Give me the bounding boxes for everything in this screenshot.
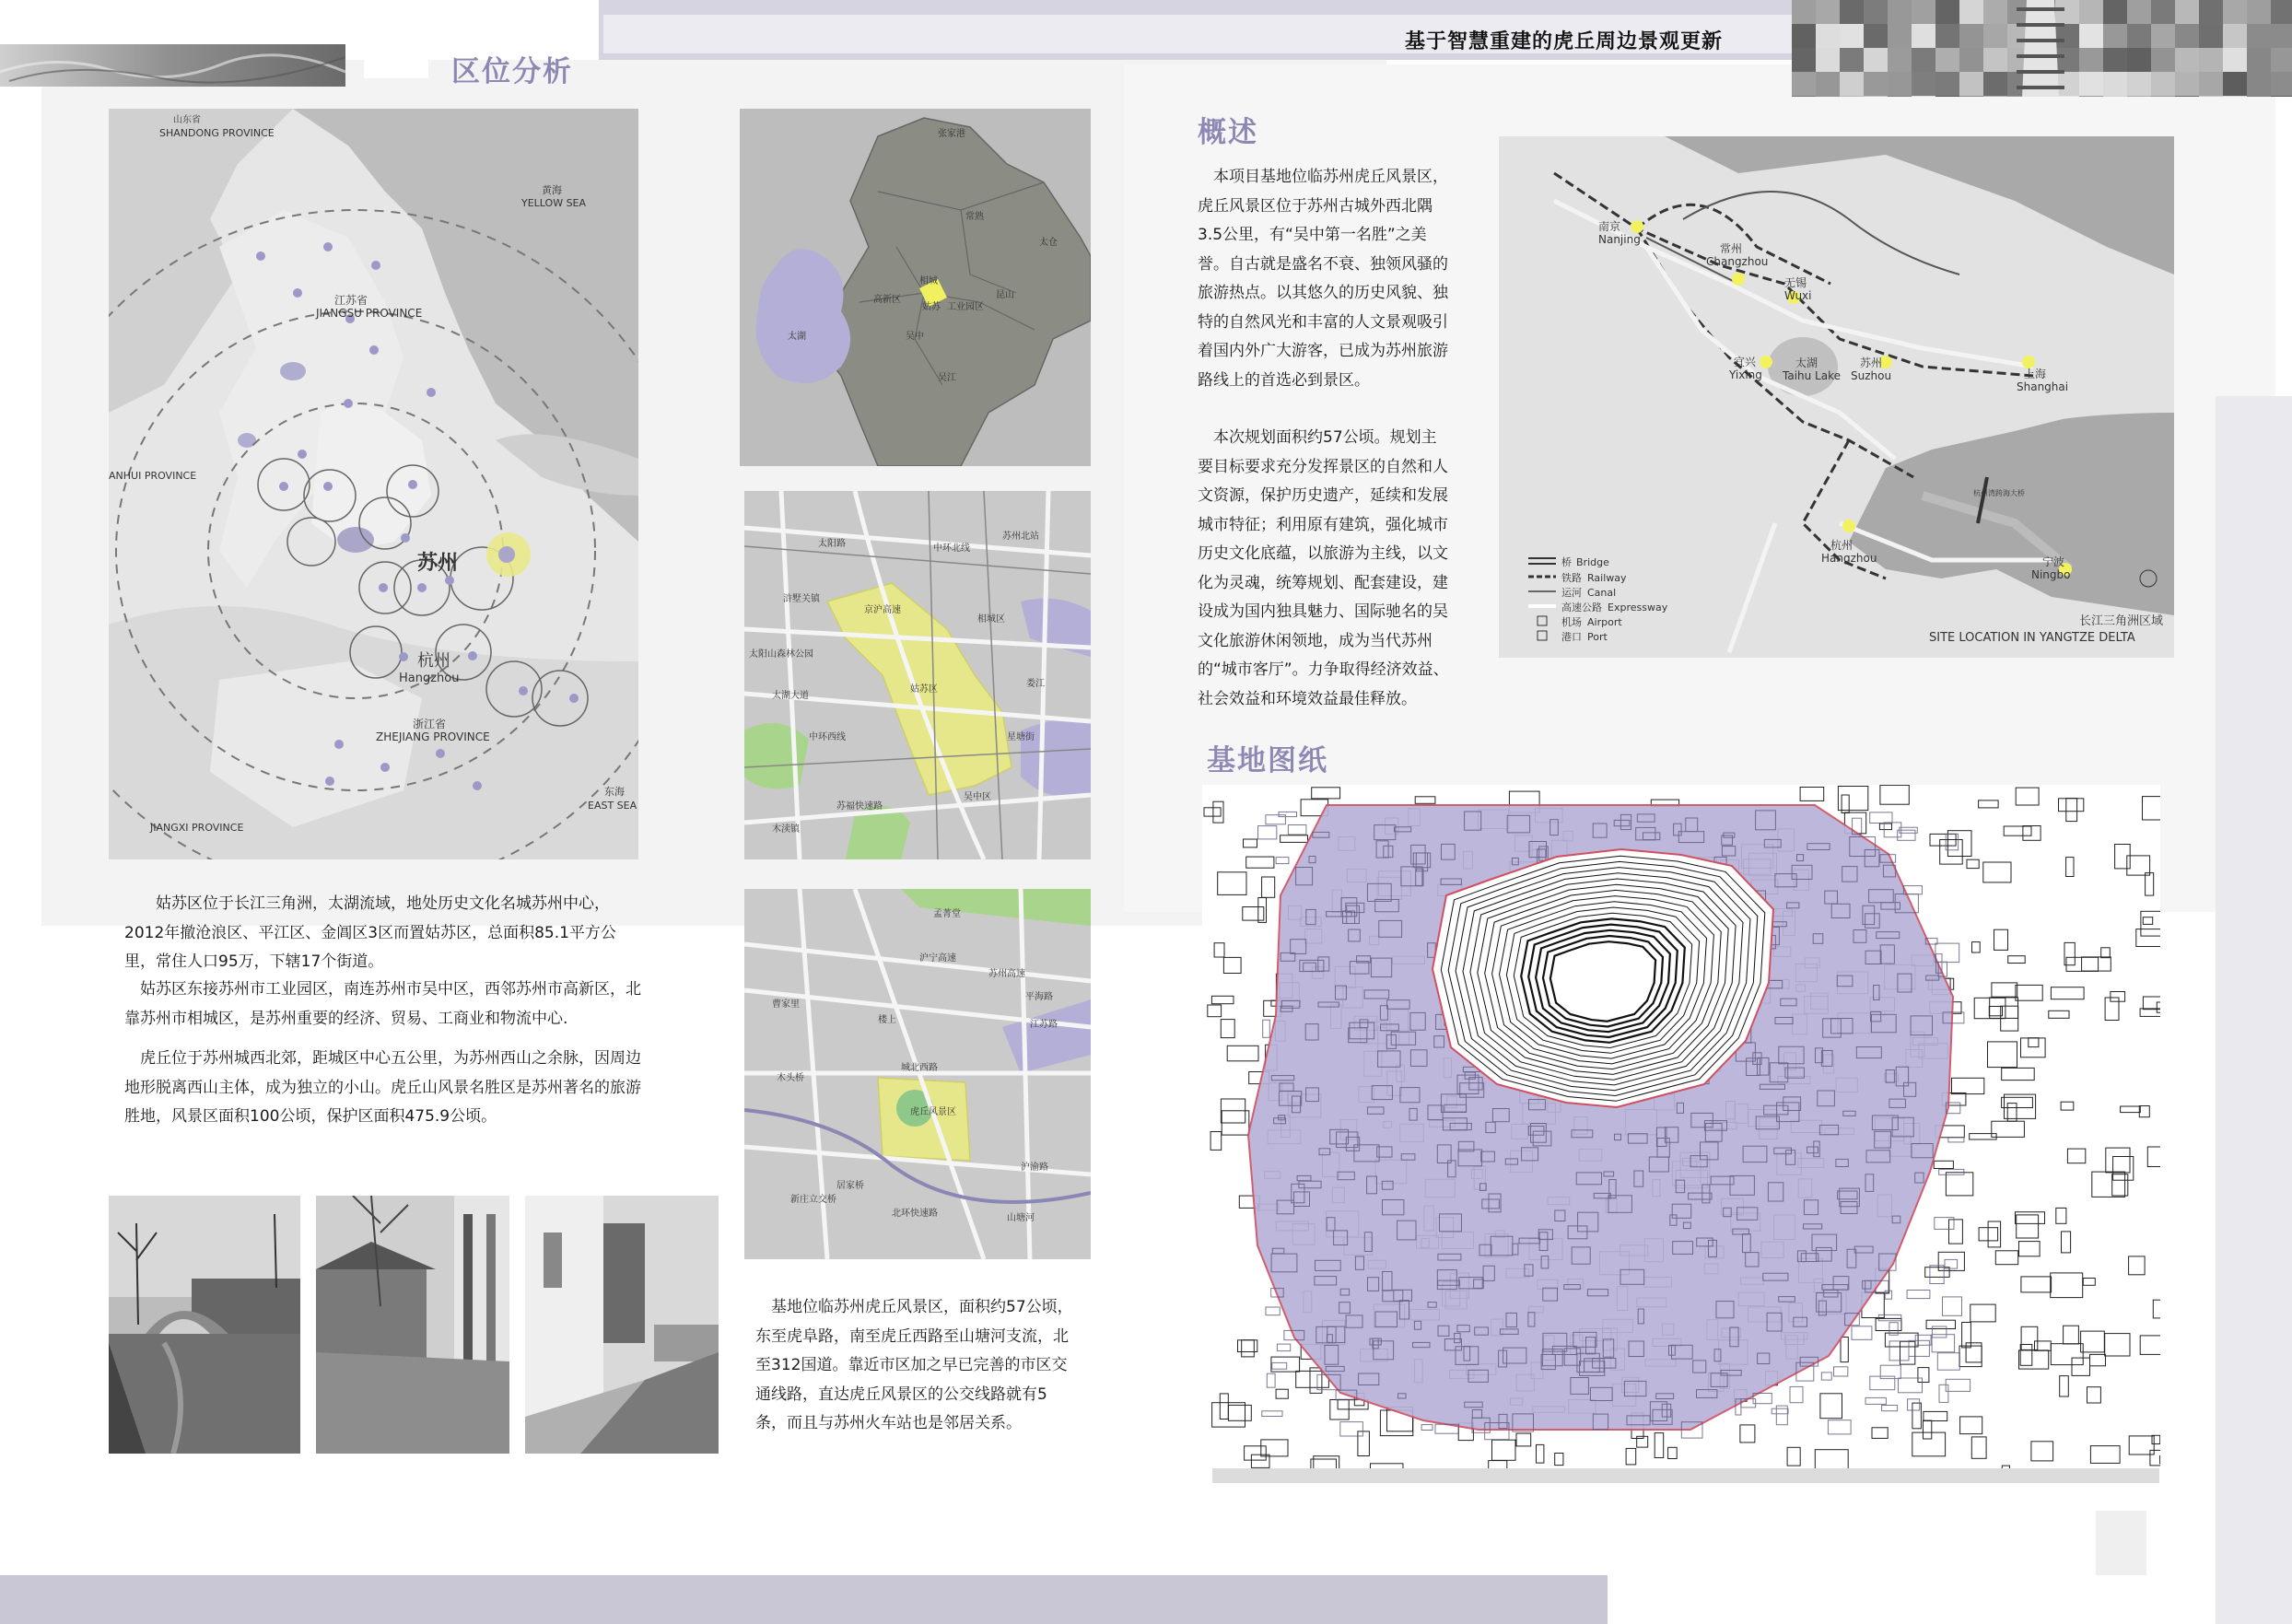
header-texture-strip xyxy=(0,44,345,87)
label-jiangxi-en: JIANGXI PROVINCE xyxy=(150,822,244,834)
site-description: 基地位临苏州虎丘风景区，面积约57公顷，东至虎阜路，南至虎丘西路至山塘河支流，北至312国道。靠近市区加之早已完善的市区交通线路，直达虎丘风景区的公交线路就有5条，而且与苏州火车站也是邻居关系。 xyxy=(755,1298,1073,1432)
sitemap-label-9: 虎丘风景区 xyxy=(910,1107,956,1117)
delta-city-en-6: Shanghai xyxy=(2017,380,2069,393)
legend-airport-en: Airport xyxy=(1587,616,1622,628)
citymap-label-5: 相城区 xyxy=(977,614,1005,625)
legend-railway-en: Railway xyxy=(1587,572,1627,584)
label-yellow-sea-cn: 黄海 xyxy=(542,184,562,196)
photo-street-houses xyxy=(525,1196,719,1454)
overview-paragraph-1: 本项目基地位临苏州虎丘风景区，虎丘风景区位于苏州古城外西北隅3.5公里，有“吴中第一名胜”之美誉。自古就是盛名不衰、独领风骚的旅游热点。以其悠久的历史风貌、独特的自然风光和丰富的人文景观吸引着国内外广大游客，已成为苏州旅游路线上的首选必到景区。 xyxy=(1198,168,1448,390)
intro-paragraph-2: 姑苏区东接苏州市工业园区，南连苏州市吴中区，西邻苏州市高新区，北靠苏州市相城区，是苏州重要的经济、贸易、工商业和物流中心. xyxy=(124,980,641,1028)
sitemap-label-2: 平海路 xyxy=(1025,992,1053,1002)
legend-port-en: Port xyxy=(1587,631,1608,643)
legend-port-cn: 港口 xyxy=(1561,631,1582,643)
legend-bridge-en: Bridge xyxy=(1576,556,1609,568)
delta-caption-en: SITE LOCATION IN YANGTZE DELTA xyxy=(1929,631,2135,645)
delta-city-cn-1: 常州 xyxy=(1720,242,1743,255)
citymap-label-2: 中环北线 xyxy=(933,543,970,554)
delta-city-en-4: Taihu Lake xyxy=(1783,369,1841,382)
citymap-label-10: 中环西线 xyxy=(809,732,846,742)
label-zhejiang-cn: 浙江省 xyxy=(413,718,447,730)
citymap-label-8: 娄江 xyxy=(1026,679,1045,689)
sitemap-label-12: 新庄立交桥 xyxy=(790,1195,836,1205)
right-edge-strip xyxy=(2216,396,2292,1624)
section-title-location: 区位分析 xyxy=(451,55,573,88)
legend-expressway-en: Expressway xyxy=(1608,602,1668,613)
label-jiangsu-cn: 江苏省 xyxy=(334,294,368,307)
label-anhui-en: ANHUI PROVINCE xyxy=(109,470,197,482)
delta-city-en-5: Suzhou xyxy=(1851,369,1892,382)
sitemap-label-4: 苏州高速 xyxy=(988,969,1025,979)
citymap-label-1: 苏州北站 xyxy=(1002,532,1039,542)
header-white-block xyxy=(364,37,428,78)
overview-paragraph-2: 本次规划面积约57公顷。规划主要目标要求充分发挥景区的自然和人文资源，保护历史遗产，延续和发展城市特征；利用原有建筑，强化城市历史文化底蕴，以旅游为主线，以文化为灵魂，统筹规划、配套建设，建设成为国内独具魅力、国际驰名的吴文化旅游休闲领地，成为当代苏州的“城市客厅”。力争取得经济效益、社会效益和环境效益最佳释放。 xyxy=(1198,428,1449,708)
header-pagoda-mosaic xyxy=(1792,0,2292,97)
label-hangzhou-cn: 杭州 xyxy=(417,651,450,671)
label-shandong-cn: 山东省 xyxy=(173,115,201,125)
district-label-9: 吴江 xyxy=(938,373,956,383)
legend-bridge-cn: 桥 xyxy=(1561,556,1572,568)
intro-paragraph-3: 虎丘位于苏州城西北郊，距城区中心五公里，为苏州西山之余脉，因周边地形脱离西山主体，成为独立的小山。虎丘山风景名胜区是苏州著名的旅游胜地，风景区面积100公顷，保护区面积475.9公顷。 xyxy=(124,1049,641,1126)
label-hangzhou-en: Hangzhou xyxy=(399,672,460,685)
district-label-3: 相城 xyxy=(919,276,938,286)
district-label-6: 工业园区 xyxy=(947,302,984,312)
delta-city-cn-6: 上海 xyxy=(2024,368,2047,380)
delta-city-cn-2: 无锡 xyxy=(1784,276,1807,289)
sitemap-label-0: 孟菁堂 xyxy=(933,909,961,919)
delta-city-en-7: Hangzhou xyxy=(1821,552,1877,565)
delta-city-en-1: Changzhou xyxy=(1706,255,1769,268)
bottom-band xyxy=(0,1575,1608,1624)
sitemap-label-3: 曹家里 xyxy=(772,999,800,1010)
yangtze-delta-map xyxy=(1499,136,2174,658)
label-zhejiang-en: ZHEJIANG PROVINCE xyxy=(376,730,490,743)
sitemap-label-13: 北环快速路 xyxy=(892,1209,938,1219)
delta-city-en-2: Wuxi xyxy=(1784,289,1812,302)
citymap-label-3: 京沪高速 xyxy=(864,605,901,615)
district-label-4: 高新区 xyxy=(873,295,901,305)
citymap-label-9: 太湖大道 xyxy=(772,691,809,701)
citymap-label-4: 浒墅关镇 xyxy=(783,594,820,604)
sitemap-label-7: 江苏路 xyxy=(1030,1020,1058,1030)
label-east-sea-en: EAST SEA xyxy=(588,800,637,812)
citymap-label-13: 木渎镇 xyxy=(772,824,800,835)
legend-expressway-cn: 高速公路 xyxy=(1561,602,1602,613)
sitemap-label-10: 沪渝路 xyxy=(1021,1163,1048,1173)
page-title: 基于智慧重建的虎丘周边景观更新 xyxy=(1405,30,1724,53)
delta-city-cn-0: 南京 xyxy=(1598,220,1621,233)
label-jiangsu-en: JIANGSU PROVINCE xyxy=(316,307,423,320)
legend-canal-en: Canal xyxy=(1587,587,1617,599)
section-title-site-plan: 基地图纸 xyxy=(1207,744,1328,777)
citymap-label-14: 星塘街 xyxy=(1007,732,1035,742)
citymap-label-0: 太阳路 xyxy=(818,539,846,549)
label-suzhou-cn: 苏州 xyxy=(417,552,459,575)
district-label-2: 太仓 xyxy=(1039,238,1058,248)
sitemap-label-14: 山塘河 xyxy=(1007,1213,1035,1223)
photo-canal-bridge xyxy=(109,1196,300,1454)
delta-city-cn-5: 苏州 xyxy=(1860,356,1883,369)
citymap-label-11: 苏福快速路 xyxy=(836,801,883,812)
citymap-label-12: 吴中区 xyxy=(964,792,991,802)
label-east-sea-cn: 东海 xyxy=(604,786,625,798)
intro-paragraph-1: 姑苏区位于长江三角洲，太湖流域，地处历史文化名城苏州中心，2012年撤沧浪区、平江区、金阊区3区而置姑苏区，总面积85.1平方公里，常住人口95万，下辖17个街道。 xyxy=(124,894,616,971)
district-label-5: 姑苏 xyxy=(922,302,941,312)
delta-city-en-3: Yixing xyxy=(1729,368,1762,381)
legend-airport-cn: 机场 xyxy=(1561,616,1582,628)
district-label-0: 张家港 xyxy=(938,129,965,139)
sitemap-label-6: 城北西路 xyxy=(901,1063,938,1073)
delta-city-en-0: Nanjing xyxy=(1598,233,1641,246)
district-label-7: 昆山 xyxy=(996,290,1014,300)
citymap-label-7: 姑苏区 xyxy=(910,684,938,695)
sitemap-label-11: 居家桥 xyxy=(836,1181,864,1191)
sitemap-label-5: 楼上 xyxy=(878,1015,896,1025)
label-yellow-sea-en: YELLOW SEA xyxy=(521,197,587,209)
huqiu-site-map xyxy=(744,889,1091,1259)
delta-city-en-8: Ningbo xyxy=(2031,568,2071,581)
site-plan-drawing xyxy=(1202,785,2160,1468)
sitemap-label-1: 沪宁高速 xyxy=(919,953,956,964)
suzhou-district-map xyxy=(740,109,1091,466)
sitemap-label-8: 木头桥 xyxy=(777,1073,804,1083)
delta-city-cn-4: 太湖 xyxy=(1795,356,1818,369)
legend-canal-cn: 运河 xyxy=(1561,587,1582,599)
district-label-10: 太湖 xyxy=(788,332,806,342)
citymap-label-6: 太阳山森林公园 xyxy=(749,649,813,660)
right-edge-box xyxy=(2096,1511,2146,1575)
label-shandong-en: SHANDONG PROVINCE xyxy=(159,127,275,139)
delta-city-cn-8: 宁波 xyxy=(2042,555,2065,568)
legend-railway-cn: 铁路 xyxy=(1561,572,1582,584)
suzhou-city-map xyxy=(744,491,1091,859)
district-label-1: 常熟 xyxy=(965,212,984,222)
regional-location-map xyxy=(109,109,638,859)
delta-caption-cn: 长江三角洲区域 xyxy=(2079,614,2164,628)
delta-city-cn-3: 宜兴 xyxy=(1734,356,1757,368)
section-title-overview: 概述 xyxy=(1198,116,1258,149)
delta-city-cn-7: 杭州 xyxy=(1830,539,1853,552)
photo-alley-buildings xyxy=(316,1196,509,1454)
delta-bridge-label: 杭州湾跨海大桥 xyxy=(1973,489,2025,497)
district-label-8: 吴中 xyxy=(906,332,924,342)
